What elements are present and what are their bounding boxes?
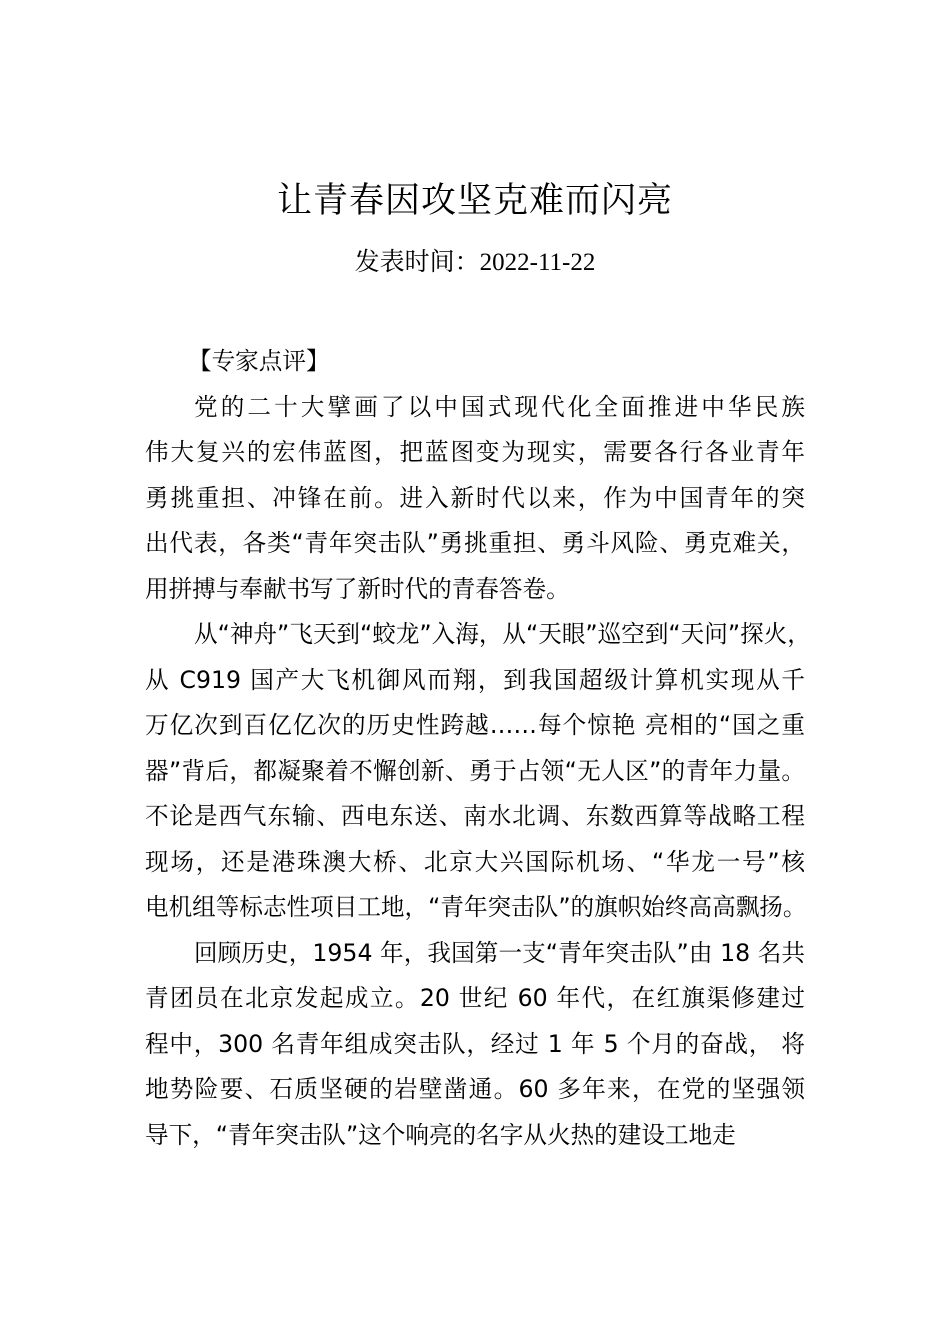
paragraph-line: 现场，还是港珠澳大桥、北京大兴国际机场、“华龙一号”核 [145,847,805,876]
publish-date-value: 2022-11-22 [479,249,596,276]
paragraph-line: 青团员在北京发起成立。20 世纪 60 年代，在红旗渠修建过 [145,984,805,1012]
paragraph-line: 从 C919 国产大飞机御风而翔，到我国超级计算机实现从千 [145,665,805,694]
paragraph-line: 不论是西气东输、西电东送、南水北调、东数西算等战略工程 [145,802,805,830]
article-body [145,339,811,1158]
paragraph-line: 出代表，各类“青年突击队”勇挑重担、勇斗风险、勇克难关， [145,529,805,557]
paragraph-line: 党的二十大擘画了以中国式现代化全面推进中华民族 [194,392,805,421]
paragraph-line: 导下，“青年突击队”这个响亮的名字从火热的建设工地走 [145,1120,736,1149]
paragraph-line: 从“神舟”飞天到“蛟龙”入海，从“天眼”巡空到“天问”探火， [194,620,811,648]
paragraph-1 [145,385,805,613]
document-title: 让青春因攻坚克难而闪亮 [276,181,673,221]
section-label: 【专家点评】 [188,347,330,375]
paragraph-line: 万亿次到百亿亿次的历史性跨越……每个惊艳 亮相的“国之重 [145,711,805,739]
paragraph-line: 勇挑重担、冲锋在前。进入新时代以来，作为中国青年的突 [145,483,805,512]
paragraph-line: 器”背后，都凝聚着不懈创新、勇于占领“无人区”的青年力量。 [145,756,805,785]
publish-date-label: 发表时间： [354,247,480,276]
paragraph-line: 伟大复兴的宏伟蓝图，把蓝图变为现实，需要各行各业青年 [145,438,805,466]
paragraph-line: 程中，300 名青年组成突击队，经过 1 年 5 个月的奋战， 将 [145,1029,805,1058]
paragraph-line: 用拼搏与奉献书写了新时代的青春答卷。 [145,574,570,603]
paragraph-line: 电机组等标志性项目工地，“青年突击队”的旗帜始终高高飘扬。 [145,893,807,921]
publish-date [0,242,950,283]
paragraph-line: 回顾历史，1954 年，我国第一支“青年突击队”由 18 名共 [194,938,805,967]
paragraph-line: 地势险要、石质坚硬的岩壁凿通。60 多年来，在党的坚强领 [145,1075,805,1103]
paragraph-3 [145,931,805,1159]
paragraph-2 [145,612,811,931]
